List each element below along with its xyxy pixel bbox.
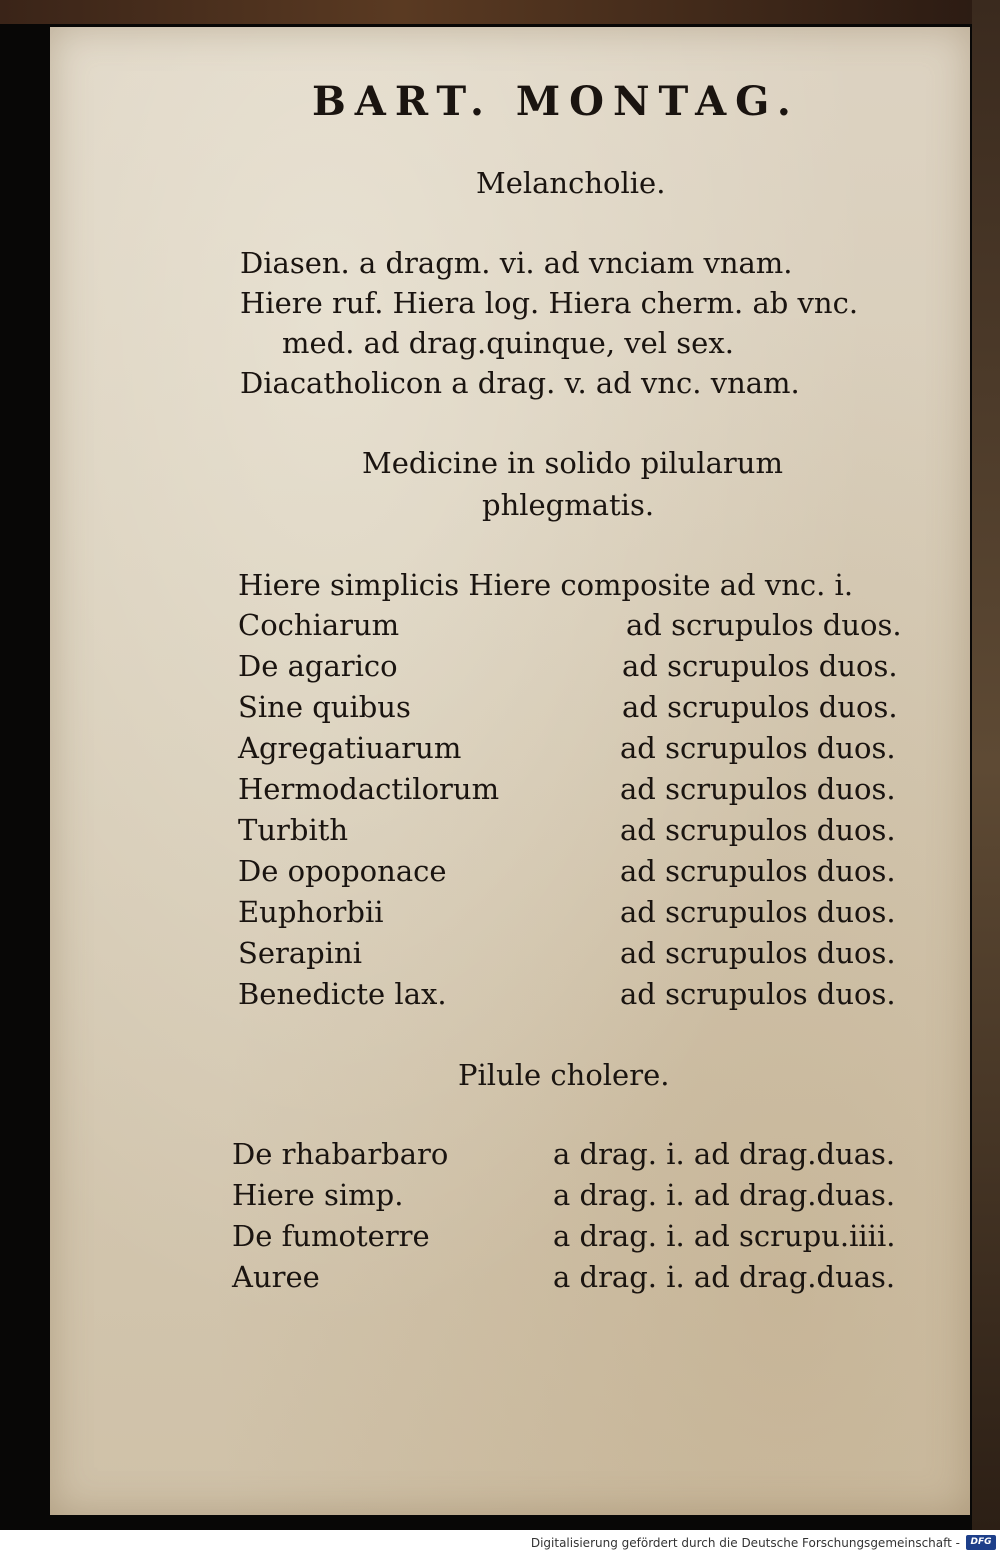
remedy-name: Auree xyxy=(232,1260,320,1294)
remedy-name: Hermodactilorum xyxy=(238,772,500,806)
remedy-name: De opoponace xyxy=(238,854,447,888)
remedy-name: Hiere simp. xyxy=(232,1178,404,1212)
text-line: Hiere ruf. Hiera log. Hiera cherm. ab vnc. xyxy=(240,286,859,320)
remedy-name: De fumoterre xyxy=(232,1219,430,1253)
remedy-dose: a drag. i. ad drag.duas. xyxy=(553,1178,896,1212)
text-line: Diacatholicon a drag. v. ad vnc. vnam. xyxy=(240,366,800,400)
dfg-logo-icon: DFG xyxy=(966,1535,996,1550)
remedy-name: Sine quibus xyxy=(238,690,411,724)
remedy-dose: ad scrupulos duos. xyxy=(622,690,898,724)
digitization-footer xyxy=(0,1530,1000,1556)
remedy-dose: ad scrupulos duos. xyxy=(620,854,896,888)
remedy-name: Agregatiuarum xyxy=(238,731,462,765)
text-line: med. ad drag.quinque, vel sex. xyxy=(282,326,734,360)
remedy-name: De rhabarbaro xyxy=(232,1137,449,1171)
remedy-dose: a drag. i. ad drag.duas. xyxy=(553,1260,896,1294)
remedy-dose: ad scrupulos duos. xyxy=(620,977,896,1011)
remedy-name: Euphorbii xyxy=(238,895,384,929)
remedy-name: Turbith xyxy=(238,813,349,847)
book-page xyxy=(50,27,970,1515)
section-heading-cholere: Pilule cholere. xyxy=(458,1058,670,1092)
remedy-name: De agarico xyxy=(238,649,398,683)
funding-notice: Digitalisierung gefördert durch die Deutsche Forschungsgemeinschaft - xyxy=(530,1536,960,1550)
remedy-dose: a drag. i. ad scrupu.iiii. xyxy=(553,1219,896,1253)
remedy-name: Benedicte lax. xyxy=(238,977,447,1011)
book-edge-top xyxy=(0,0,1000,24)
remedy-dose: ad scrupulos duos. xyxy=(620,731,896,765)
running-head: BART. MONTAG. xyxy=(312,78,800,125)
remedy-dose: ad scrupulos duos. xyxy=(620,813,896,847)
section-heading-phlegmatis: Medicine in solido pilularum xyxy=(362,446,783,480)
remedy-dose: ad scrupulos duos. xyxy=(620,895,896,929)
section-heading-phlegmatis-cont: phlegmatis. xyxy=(482,488,655,522)
remedy-dose: ad scrupulos duos. xyxy=(626,608,902,642)
text-line: Diasen. a dragm. vi. ad vnciam vnam. xyxy=(240,246,793,280)
book-edge-right xyxy=(972,0,1000,1530)
remedy-dose: ad scrupulos duos. xyxy=(620,772,896,806)
text-line: Hiere simplicis Hiere composite ad vnc. i. xyxy=(238,568,854,602)
remedy-name: Serapini xyxy=(238,936,362,970)
remedy-dose: ad scrupulos duos. xyxy=(622,649,898,683)
section-heading-melancholie: Melancholie. xyxy=(476,166,666,200)
remedy-name: Cochiarum xyxy=(238,608,400,642)
remedy-dose: a drag. i. ad drag.duas. xyxy=(553,1137,896,1171)
remedy-dose: ad scrupulos duos. xyxy=(620,936,896,970)
